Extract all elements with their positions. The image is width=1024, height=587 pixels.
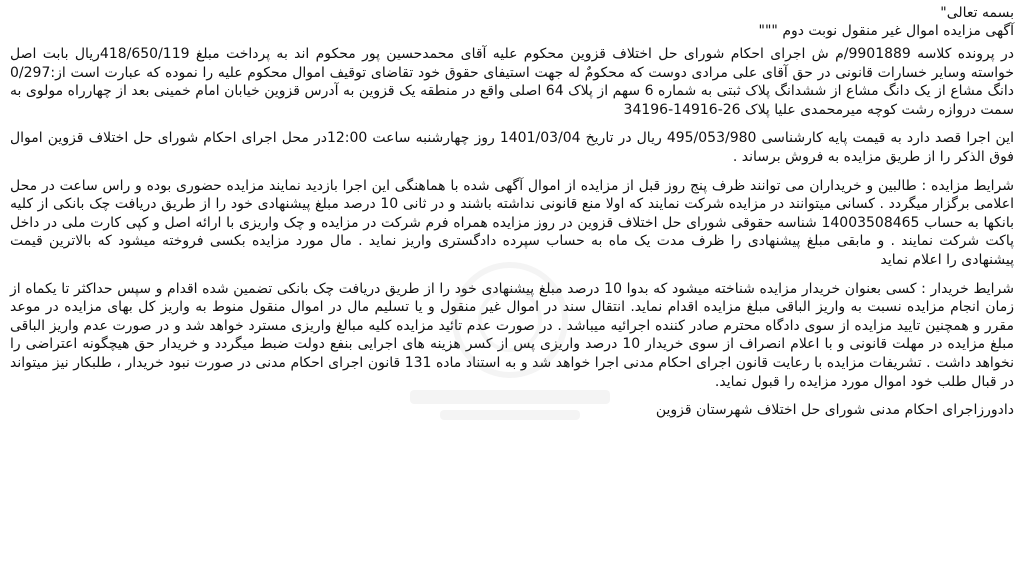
auction-date-paragraph: این اجرا قصد دارد به قیمت پایه کارشناسی 495/053/980 ریال در تاریخ 1401/03/04 روز چهارشنبه ساعت 12:00در محل اجرای احکام شورای حل اختلاف قزوین اموال فوق الذکر را از طریق مزایده به فروش برساند . — [10, 130, 1014, 165]
basmala: بسمه تعالی" — [940, 5, 1014, 21]
notice-title: آگهی مزایده اموال غیر منقول نوبت دوم """ — [758, 23, 1014, 39]
auction-conditions-paragraph: شرایط مزایده : طالبین و خریداران می توانند ظرف پنج روز قبل از مزایده از اموال آگهی شده با هماهنگی این اجرا بازدید نمایند مزایده حضوری بوده و راس ساعت در محل اعلامی برگزار میگردد . کسانی میتوانند در مزایده شرکت نمایند که اولا منع قانونی نداشته باشند و در ثانی 10 درصد مبلغ پیشنهادی خود را از طریق دریافت چک بانکی از کلیه بانکها به حساب 14003508465 شناسه حقوقی شورای حل اختلاف قزوین در روز مزایده همراه فرم شرکت در مزایده و چک واریزی با ارائه اصل و کپی کارت ملی در داخل پاکت شرکت نمایند . و مابقی مبلغ پیشنهادی را ظرف مدت یک ماه به حساب سپرده دادگستری واریز نماید . مال مورد مزایده بکسی فروخته میشود که بالاترین قیمت پیشنهادی را اعلام نماید — [10, 177, 1014, 268]
buyer-conditions-paragraph: شرایط خریدار : کسی بعنوان خریدار مزایده شناخته میشود که بدوا 10 درصد مبلغ پیشنهادی خود را از طریق دریافت چک بانکی تضمین شده اقدام و سپس حداکثر تا یکماه از زمان انجام مزایده نسبت به واریز الباقی مبلغ مزایده اقدام نماید. انتقال سند در اموال غیر منقول و یا تسلیم مال در اموال منقول منوط به واریز کل بهای مزایده در موعد مقرر و همچنین تایید مزایده از سوی دادگاه محترم صادر کننده اجرائیه میباشد . در صورت عدم تائید مزایده کلیه مبالغ واریزی مسترد خواهد شد و در صورت عدم واریز الباقی مبلغ مزایده در مهلت قانونی و با اعلام انصراف از سوی خریدار 10 درصد واریزی پس از کسر هزینه های اجرایی بنفع دولت ضبط میگردد و خریدار حق هیچگونه اعتراضی را نخواهد داشت . تشریفات مزایده با رعایت قانون اجرای احکام مدنی اجرا خواهد شد و به استناد ماده 131 قانون اجرای احکام مدنی در صورت نبود خریدار ، طلبکار نیز میتواند در قبال طلب خود اموال مورد مزایده را قبول نماید. — [10, 280, 1014, 390]
signature-line: دادورزاجرای احکام مدنی شورای حل اختلاف شهرستان قزوین — [655, 402, 1014, 419]
case-paragraph: در پرونده کلاسه 9901889/م ش اجرای احکام شورای حل اختلاف قزوین محکوم علیه آقای محمدحسین پور محکوم اند به پرداخت مبلغ 418/650/119ریال بابت اصل خواسته وسایر خسارات قانونی در حق آقای علی مرادی دوست که محکومٌ له جهت استیفای حقوق خود تقاضای توقیف اموال محکوم علیه را نموده که عبارت است از:0/297 دانگ مشاع از یک دانگ مشاع از ششدانگ پلاک ثبتی به شماره 6 سهم از پلاک 64 اصلی واقع در منطقه یک قزوین به آدرس قزوین خیابان امام خمینی بعد از چهارراه مولوی به سمت دروازه رشت کوچه میرمحمدی علیا پلاک 26-14916-34196 — [10, 46, 1014, 118]
